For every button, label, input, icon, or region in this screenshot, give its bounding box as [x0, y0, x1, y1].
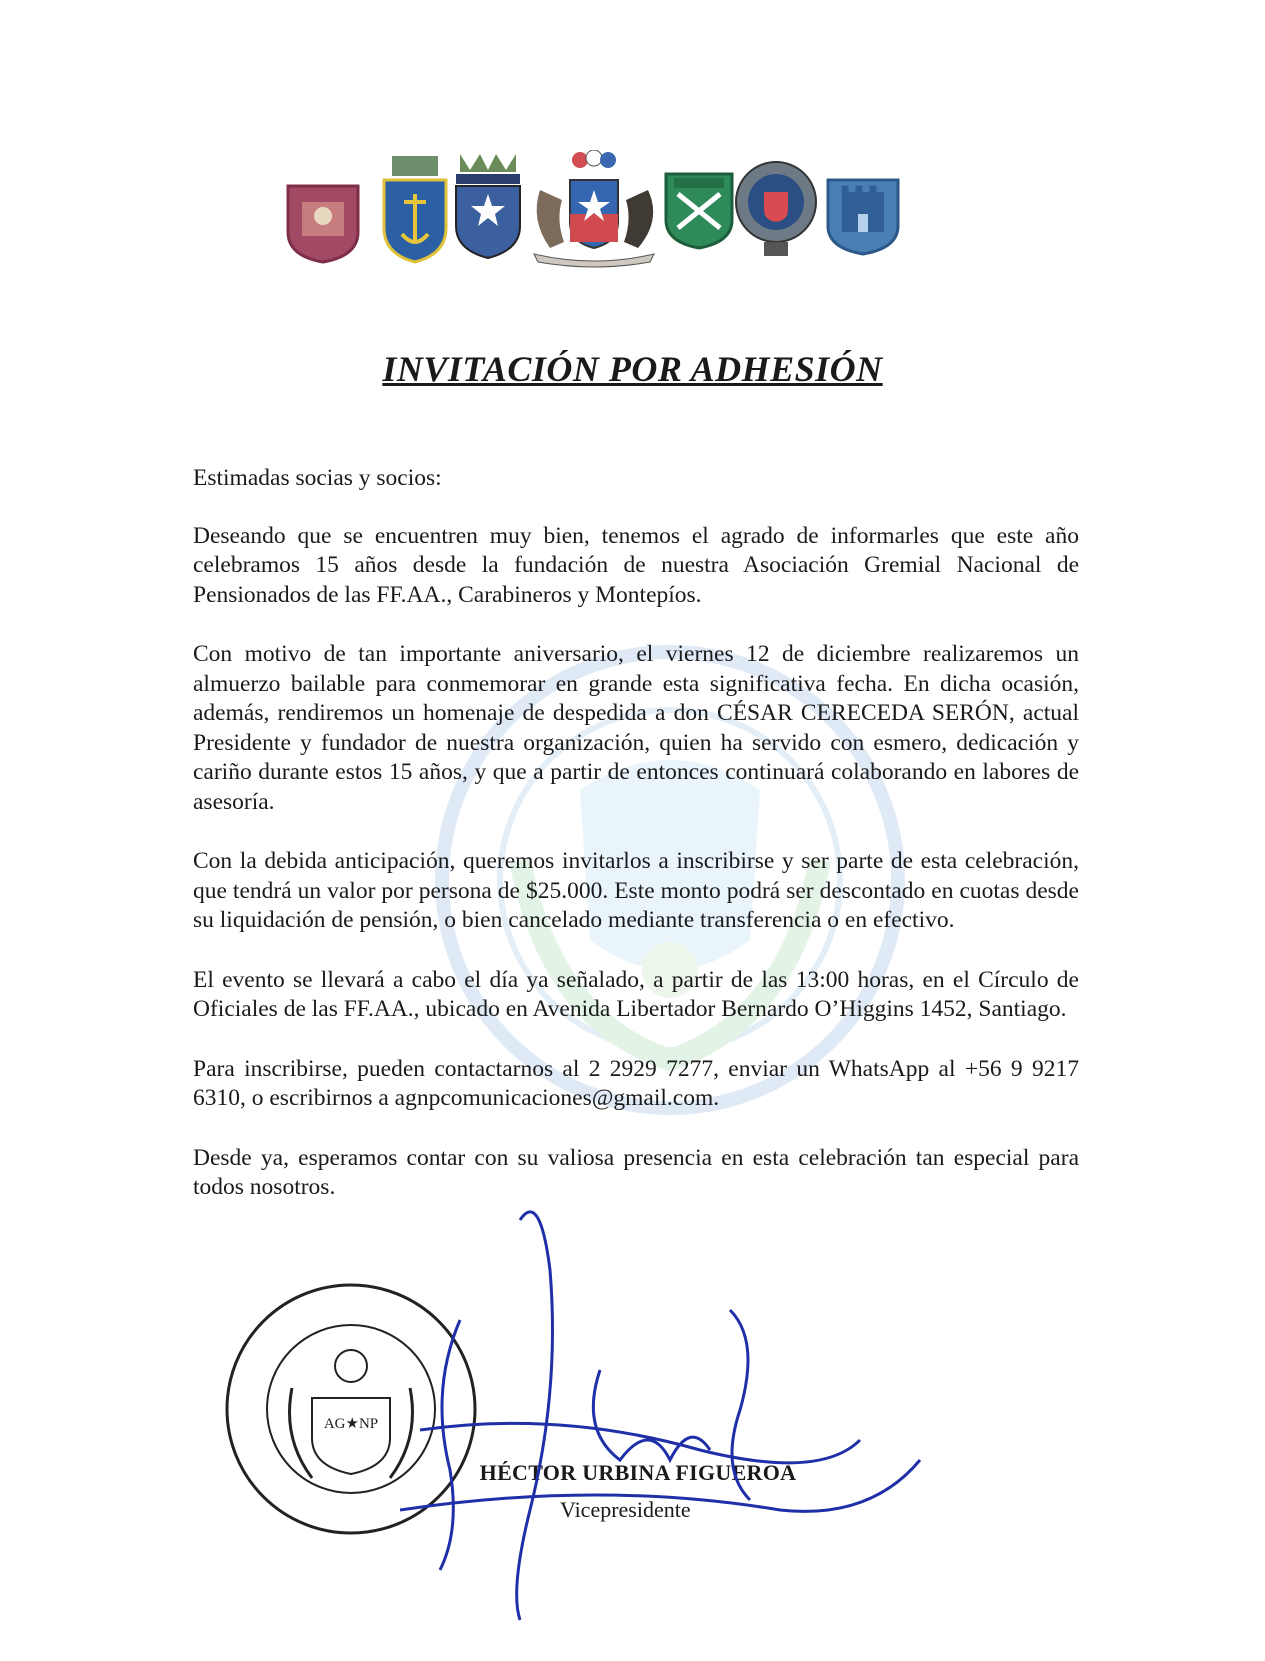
carabineros-crest-icon: [660, 170, 738, 252]
air-force-crest-icon: [450, 150, 526, 262]
svg-text:AG★NP: AG★NP: [323, 1416, 379, 1432]
army-crest-icon: [282, 180, 364, 265]
greeting: Estimadas socias y socios:: [193, 465, 442, 491]
letter-body: [193, 464, 1079, 1233]
paragraph-contact: Para inscribirse, pueden contactarnos al 2 2929 7277, enviar un WhatsApp al +56 9 9217 6310, o escribirnos a agnpcomunicaciones@gmail.com.: [193, 1055, 1079, 1111]
paragraph-event: Con motivo de tan importante aniversario, el viernes 12 de diciembre realizaremos un almuerzo bailable para conmemorar en grande esta significativa fecha. En dicha ocasión, además, rendiremos un homenaje de despedida a don CÉSAR CERECEDA SERÓN, actual Presidente y fundador de nuestra organización, quien ha servido con esmero, dedicación y cariño durante estos 15 años, y que a partir de entonces continuará colaborando en labores de asesoría.: [193, 641, 1079, 815]
institution-emblems-row: [282, 150, 957, 270]
gendarmeria-crest-icon: [822, 174, 904, 256]
handwritten-signature-icon: [400, 1210, 940, 1630]
paragraph-intro: Deseando que se encuentren muy bien, tenemos el agrado de informarles que este año celebramos 15 años desde la fundación de nuestra Asociación Gremial Nacional de Pensionados de las FF.AA., Carabineros y Montepíos.: [193, 522, 1079, 608]
signer-name: HÉCTOR URBINA FIGUEROA: [479, 1460, 797, 1485]
navy-crest-icon: [380, 154, 450, 266]
paragraph-closing: Desde ya, esperamos contar con su valiosa presencia en esta celebración tan especial para todos nosotros.: [193, 1144, 1079, 1200]
paragraph-venue: El evento se llevará a cabo el día ya señalado, a partir de las 13:00 horas, en el Círculo de Oficiales de las FF.AA., ubicado en Avenida Libertador Bernardo O’Higgins 1452, Santiago.: [193, 966, 1079, 1022]
paragraph-price: Con la debida anticipación, queremos invitarlos a inscribirse y ser parte de esta celebración, que tendrá un valor por persona de $25.000. Este monto podrá ser descontado en cuotas desde su liquidación de pensión, o bien cancelado mediante transferencia o en efectivo.: [193, 848, 1079, 933]
document-title: INVITACIÓN POR ADHESIÓN: [382, 349, 883, 389]
chile-coat-of-arms-icon: [520, 150, 668, 268]
police-badge-icon: [734, 156, 818, 260]
signer-role: Vicepresidente: [560, 1497, 691, 1522]
